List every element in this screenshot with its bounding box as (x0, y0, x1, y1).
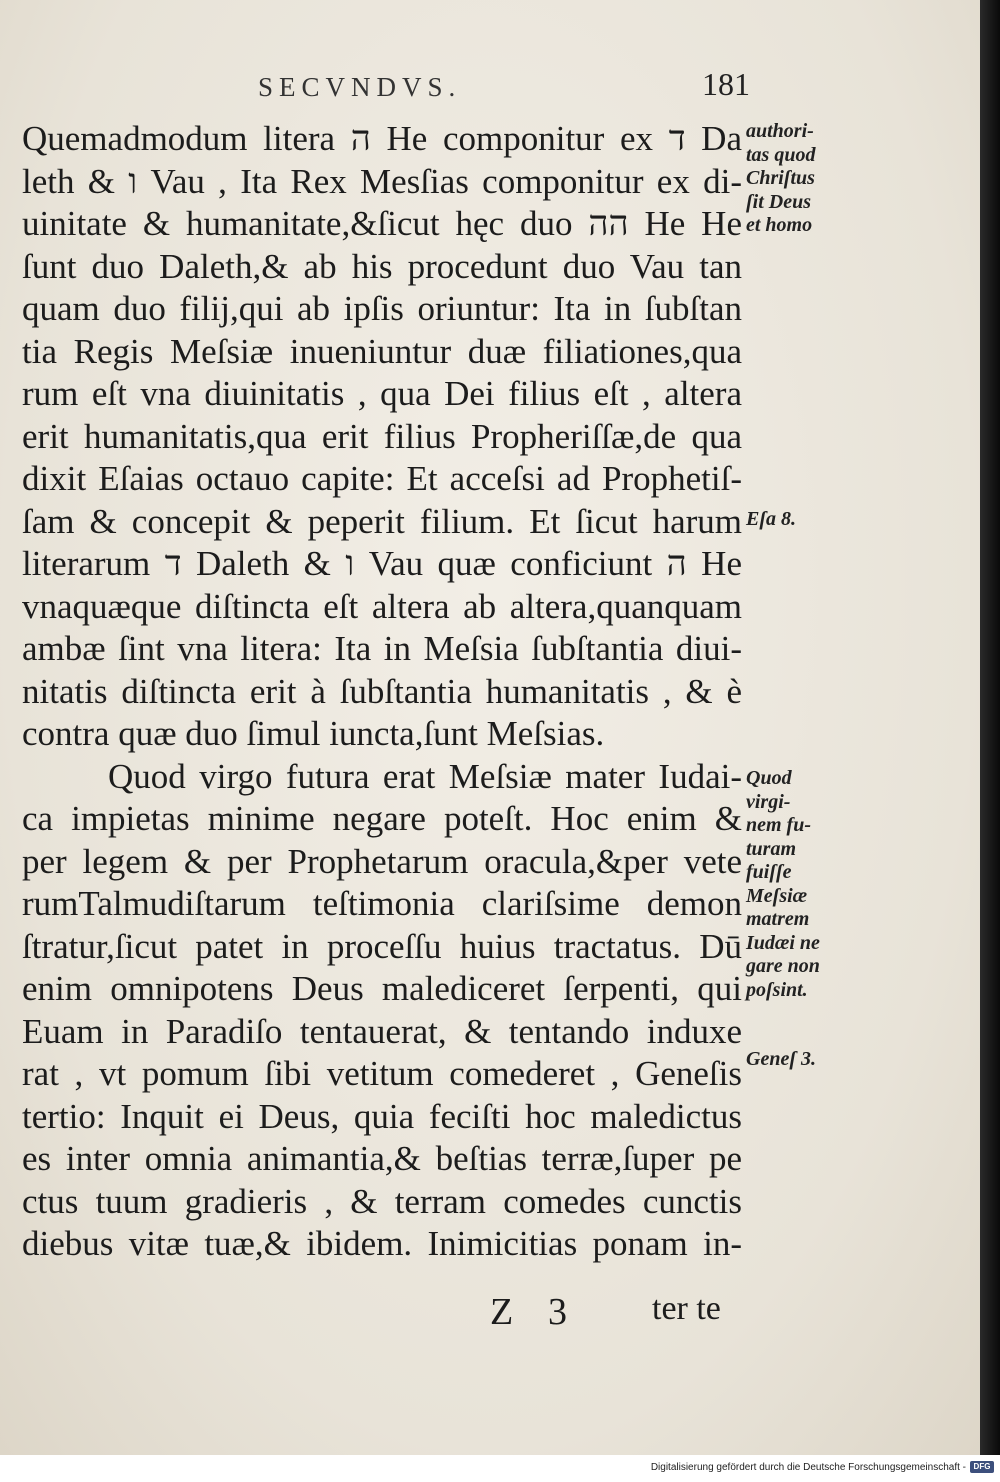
text-line: dixit Eſaias octauo capite: Et acceſsi ad Prophetiſ- (22, 459, 742, 498)
text-line: erit humanitatis,qua erit filius Propheriſſæ,de qua (22, 416, 742, 456)
text-line: leth & ו Vau , Ita Rex Mesſias componitur ex di- (22, 161, 742, 201)
text-line: uinitate & humanitate,&ſicut hęc duo הה He He (22, 204, 742, 243)
text-line: ctus tuum gradieris , & terram comedes cunctis (22, 1181, 742, 1221)
text-line: diebus vitæ tuæ,& ibidem. Inimicitias ponam in- (22, 1224, 742, 1263)
margin-note-line: Geneſ 3. (746, 1048, 816, 1070)
margin-note-line: Chriſtus (746, 167, 815, 189)
text-line: tertio: Inquit ei Deus, quia feciſti hoc maledictus (22, 1096, 742, 1136)
margin-note-line: poſsint. (746, 978, 808, 1001)
margin-note-isaiah (746, 508, 856, 532)
text-line: es inter omnia animantia,& beſtias terræ,ſuper pe (22, 1139, 742, 1178)
text-line: ſtratur,ſicut patet in proceſſu huius tractatus. Dū (22, 926, 742, 966)
margin-note-line: nem fu- (746, 814, 811, 836)
running-head: SECVNDVS. (258, 72, 462, 102)
margin-note-virgin (746, 767, 856, 1002)
text-line: quam duo filij,qui ab ipſis oriuntur: Ita in ſubſtan (22, 289, 742, 328)
catchword: ter te (652, 1290, 721, 1327)
signature-number: 3 (548, 1291, 567, 1333)
text-line: tia Regis Meſsiæ inueniuntur duæ filiationes,qua (22, 331, 742, 371)
text-line: enim omnipotens Deus malediceret ſerpenti, qui (22, 969, 742, 1008)
margin-note-line: virgi- (746, 790, 791, 813)
margin-note-line: Iudæi ne (746, 931, 820, 954)
margin-note-line: ſit Deus (746, 190, 811, 213)
text-line-paragraph-start: Quod virgo futura erat Meſsiæ mater Iudai- (108, 756, 742, 796)
dfg-logo-icon: DFG (970, 1461, 994, 1473)
margin-note-line: Quod (746, 767, 792, 789)
text-line: ſam & concepit & peperit filium. Et ſicut harum (22, 501, 742, 541)
margin-note-line: Eſa 8. (746, 507, 796, 530)
margin-note-line: authori- (746, 120, 814, 142)
scan-edge (980, 0, 1000, 1455)
text-line: contra quæ duo ſimul iuncta,ſunt Meſsias. (22, 714, 605, 753)
signature-letter: Z (490, 1291, 514, 1333)
margin-note-authority (746, 120, 856, 238)
text-line: vnaquæque diſtincta eſt altera ab altera,quanquam (22, 586, 742, 626)
body-text (22, 118, 742, 1266)
text-line: Quemadmodum litera ה He componitur ex ד Da (22, 119, 742, 158)
text-line: rumTalmudiſtarum teſtimonia clariſsime demon (22, 884, 742, 923)
folio-number: 181 (702, 66, 750, 102)
margin-note-line: turam (746, 837, 797, 860)
text-line: ambæ ſint vna litera: Ita in Meſsia ſubſtantia diui- (22, 629, 742, 668)
text-line: literarum ד Daleth & ו Vau quæ conficiunt ה He (22, 544, 742, 583)
margin-note-genesis (746, 1048, 856, 1072)
text-line: rat , vt pomum ſibi vetitum comederet , Geneſis (22, 1054, 742, 1093)
margin-notes (746, 120, 856, 1072)
text-line: ca impietas minime negare poteſt. Hoc enim & (22, 799, 742, 838)
text-line: per legem & per Prophetarum oracula,&per vete (22, 841, 742, 881)
margin-note-line: tas quod (746, 143, 816, 166)
text-line: rum eſt vna diuinitatis , qua Dei filius eſt , altera (22, 374, 742, 413)
text-line: ſunt duo Daleth,& ab his procedunt duo Vau tan (22, 246, 742, 286)
margin-note-line: et homo (746, 214, 813, 236)
margin-note-line: fuiſſe (746, 861, 792, 883)
margin-note-line: gare non (746, 955, 820, 977)
footer-credit: Digitalisierung gefördert durch die Deutsche Forschungsgemeinschaft - (650, 1462, 966, 1473)
text-line: Euam in Paradiſo tentauerat, & tentando induxe (22, 1011, 742, 1051)
margin-note-line: Meſsiæ (746, 884, 808, 907)
margin-note-line: matrem (746, 908, 810, 930)
text-line: nitatis diſtincta erit à ſubſtantia humanitatis , & è (22, 671, 742, 711)
